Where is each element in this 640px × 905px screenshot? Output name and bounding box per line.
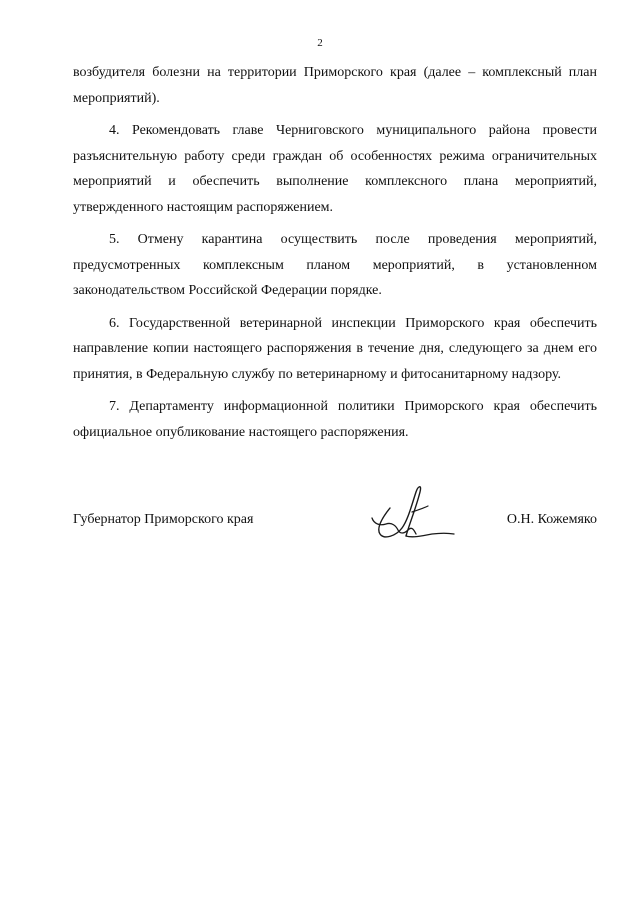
signatory-title: Губернатор Приморского края: [73, 512, 254, 527]
paragraph-item-6: 6. Государственной ветеринарной инспекции Приморского края обеспечить направление копии настоящего распоряжения в течение дня, следующего за днем его принятия, в Федеральную службу по ветеринарному и фитосанитарному надзору.: [73, 315, 597, 382]
page-number: 2: [317, 37, 323, 49]
handwritten-signature: [362, 478, 458, 548]
paragraph-item-7: 7. Департаменту информационной политики Приморского края обеспечить официальное опубликование настоящего распоряжения.: [73, 399, 597, 440]
paragraph-item-5: 5. Отмену карантина осуществить после проведения мероприятий, предусмотренных комплексным планом мероприятий, в установленном законодательством Российской Федерации порядке.: [73, 232, 597, 298]
signatory-name: О.Н. Кожемяко: [506, 512, 597, 527]
paragraph-item-4: 4. Рекомендовать главе Черниговского муниципального района провести разъяснительную работу среди граждан об особенностях режима ограничительных мероприятий и обеспечить выполнение комплексного плана мероприятий, утвержденного настоящим распоряжением.: [73, 123, 597, 215]
signature-block: [73, 512, 597, 536]
document-body: [73, 60, 597, 452]
paragraph-continuation: возбудителя болезни на территории Приморского края (далее – комплексный план мероприятий).: [73, 65, 597, 106]
